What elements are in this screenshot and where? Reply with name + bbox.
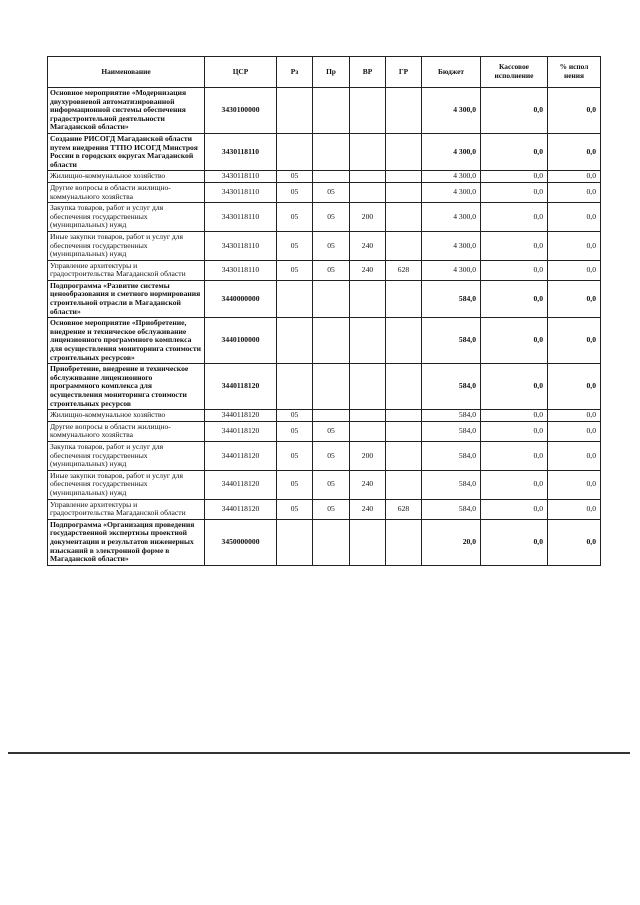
cell-gr: [386, 171, 422, 183]
cell-gr: [386, 203, 422, 232]
cell-pct: 0,0: [548, 519, 601, 565]
cell-gr: [386, 182, 422, 202]
cell-pct: 0,0: [548, 203, 601, 232]
header-budget: Бюджет: [422, 57, 481, 88]
cell-pct: 0,0: [548, 421, 601, 441]
cell-pr: [313, 280, 350, 317]
cell-pr: 05: [313, 203, 350, 232]
cell-budget: 4 300,0: [422, 203, 481, 232]
cell-name: Управление архитектуры и градостроительства Магаданской области: [48, 499, 205, 519]
cell-budget: 584,0: [422, 421, 481, 441]
cell-vr: [350, 519, 386, 565]
table-body: [48, 88, 601, 566]
cell-vr: 240: [350, 260, 386, 280]
cell-rz: 05: [277, 203, 313, 232]
cell-pr: 05: [313, 260, 350, 280]
cell-budget: 20,0: [422, 519, 481, 565]
cell-budget: 584,0: [422, 470, 481, 499]
cell-cash: 0,0: [481, 260, 548, 280]
table-row: [48, 182, 601, 202]
cell-pct: 0,0: [548, 88, 601, 134]
cell-csr: 3440118120: [205, 499, 277, 519]
cell-cash: 0,0: [481, 318, 548, 364]
cell-rz: [277, 88, 313, 134]
cell-vr: 240: [350, 470, 386, 499]
cell-csr: 3440118120: [205, 441, 277, 470]
cell-budget: 584,0: [422, 410, 481, 422]
cell-csr: 3450000000: [205, 519, 277, 565]
cell-gr: [386, 88, 422, 134]
cell-csr: 3440118120: [205, 410, 277, 422]
cell-rz: 05: [277, 182, 313, 202]
cell-pct: 0,0: [548, 182, 601, 202]
cell-gr: [386, 441, 422, 470]
cell-csr: 3430100000: [205, 88, 277, 134]
cell-cash: 0,0: [481, 88, 548, 134]
cell-gr: [386, 519, 422, 565]
cell-name: Основное мероприятие «Приобретение, внедрение и техническое обслуживание лицензионного программного комплекса для осуществления мониторинга стоимости строительных ресурсов»: [48, 318, 205, 364]
cell-rz: [277, 133, 313, 170]
cell-rz: [277, 519, 313, 565]
cell-budget: 584,0: [422, 280, 481, 317]
table-header-row: [48, 57, 601, 88]
cell-budget: 584,0: [422, 364, 481, 410]
cell-csr: 3430118110: [205, 260, 277, 280]
cell-csr: 3430118110: [205, 203, 277, 232]
cell-gr: 628: [386, 499, 422, 519]
cell-cash: 0,0: [481, 182, 548, 202]
page-bottom-rule: [8, 752, 630, 754]
cell-vr: [350, 88, 386, 134]
cell-gr: [386, 364, 422, 410]
cell-cash: 0,0: [481, 364, 548, 410]
cell-name: Подпрограмма «Организация проведения государственной экспертизы проектной документации и результатов инженерных изысканий в электронной форме в Магаданской области»: [48, 519, 205, 565]
cell-pr: [313, 133, 350, 170]
cell-budget: 584,0: [422, 318, 481, 364]
cell-cash: 0,0: [481, 133, 548, 170]
cell-rz: [277, 318, 313, 364]
cell-name: Приобретение, внедрение и техническое обслуживание лицензионного программного комплекса для осуществления мониторинга стоимости строительных ресурсов: [48, 364, 205, 410]
table-row: [48, 231, 601, 260]
cell-pr: [313, 318, 350, 364]
cell-vr: 240: [350, 231, 386, 260]
cell-budget: 584,0: [422, 441, 481, 470]
cell-gr: [386, 318, 422, 364]
table-row: [48, 421, 601, 441]
cell-pr: [313, 88, 350, 134]
cell-pr: 05: [313, 499, 350, 519]
cell-csr: 3440118120: [205, 364, 277, 410]
table-row: [48, 171, 601, 183]
header-pct: % испол нения: [548, 57, 601, 88]
cell-pr: 05: [313, 182, 350, 202]
cell-rz: 05: [277, 499, 313, 519]
table-row: [48, 88, 601, 134]
cell-name: Создание РИСОГД Магаданской области путем внедрения ТТПО ИСОГД Минстроя России в городских округах Магаданской области: [48, 133, 205, 170]
cell-rz: 05: [277, 421, 313, 441]
header-rz: Рз: [277, 57, 313, 88]
cell-budget: 4 300,0: [422, 260, 481, 280]
cell-cash: 0,0: [481, 421, 548, 441]
cell-cash: 0,0: [481, 470, 548, 499]
cell-pct: 0,0: [548, 364, 601, 410]
cell-name: Другие вопросы в области жилищно-коммунального хозяйства: [48, 421, 205, 441]
table-row: [48, 441, 601, 470]
cell-csr: 3430118110: [205, 182, 277, 202]
cell-name: Подпрограмма «Развитие системы ценообразования и сметного нормирования строительной отрасли в Магаданской области»: [48, 280, 205, 317]
cell-name: Основное мероприятие «Модернизация двухуровневой автоматизированной информационной системы обеспечения градостроительной деятельности Магаданской области»: [48, 88, 205, 134]
cell-vr: 200: [350, 203, 386, 232]
table-row: [48, 133, 601, 170]
cell-pct: 0,0: [548, 171, 601, 183]
table-row: [48, 260, 601, 280]
cell-pr: [313, 171, 350, 183]
cell-pr: 05: [313, 231, 350, 260]
cell-cash: 0,0: [481, 499, 548, 519]
cell-pct: 0,0: [548, 260, 601, 280]
budget-table: [47, 56, 601, 566]
cell-budget: 584,0: [422, 499, 481, 519]
header-csr: ЦСР: [205, 57, 277, 88]
cell-name: Управление архитектуры и градостроительства Магаданской области: [48, 260, 205, 280]
cell-pr: [313, 364, 350, 410]
cell-name: Иные закупки товаров, работ и услуг для обеспечения государственных (муниципальных) нужд: [48, 231, 205, 260]
cell-rz: 05: [277, 470, 313, 499]
cell-vr: [350, 364, 386, 410]
cell-cash: 0,0: [481, 410, 548, 422]
cell-budget: 4 300,0: [422, 182, 481, 202]
table-row: [48, 470, 601, 499]
cell-gr: [386, 470, 422, 499]
cell-vr: [350, 421, 386, 441]
cell-cash: 0,0: [481, 171, 548, 183]
cell-csr: 3430118110: [205, 133, 277, 170]
cell-vr: [350, 280, 386, 317]
header-cash: Кассовое исполнение: [481, 57, 548, 88]
cell-pct: 0,0: [548, 470, 601, 499]
cell-pct: 0,0: [548, 410, 601, 422]
cell-pct: 0,0: [548, 441, 601, 470]
cell-name: Закупка товаров, работ и услуг для обеспечения государственных (муниципальных) нужд: [48, 441, 205, 470]
cell-rz: [277, 364, 313, 410]
cell-vr: [350, 318, 386, 364]
cell-vr: 240: [350, 499, 386, 519]
table-row: [48, 410, 601, 422]
table-row: [48, 364, 601, 410]
cell-vr: [350, 182, 386, 202]
cell-vr: 200: [350, 441, 386, 470]
cell-rz: 05: [277, 171, 313, 183]
cell-gr: [386, 133, 422, 170]
cell-rz: 05: [277, 410, 313, 422]
table-row: [48, 318, 601, 364]
table-row: [48, 519, 601, 565]
header-vr: ВР: [350, 57, 386, 88]
cell-budget: 4 300,0: [422, 88, 481, 134]
cell-pr: 05: [313, 441, 350, 470]
cell-name: Иные закупки товаров, работ и услуг для обеспечения государственных (муниципальных) нужд: [48, 470, 205, 499]
cell-name: Другие вопросы в области жилищно-коммунального хозяйства: [48, 182, 205, 202]
cell-gr: [386, 280, 422, 317]
cell-pct: 0,0: [548, 133, 601, 170]
cell-csr: 3430118110: [205, 231, 277, 260]
cell-budget: 4 300,0: [422, 133, 481, 170]
cell-cash: 0,0: [481, 280, 548, 317]
cell-cash: 0,0: [481, 519, 548, 565]
cell-budget: 4 300,0: [422, 171, 481, 183]
cell-gr: 628: [386, 260, 422, 280]
cell-vr: [350, 410, 386, 422]
table-row: [48, 499, 601, 519]
cell-csr: 3440118120: [205, 421, 277, 441]
table-row: [48, 280, 601, 317]
cell-csr: 3440118120: [205, 470, 277, 499]
cell-rz: [277, 280, 313, 317]
cell-vr: [350, 171, 386, 183]
cell-rz: 05: [277, 260, 313, 280]
cell-cash: 0,0: [481, 231, 548, 260]
cell-vr: [350, 133, 386, 170]
cell-cash: 0,0: [481, 441, 548, 470]
cell-pr: [313, 519, 350, 565]
cell-csr: 3430118110: [205, 171, 277, 183]
cell-gr: [386, 231, 422, 260]
header-pr: Пр: [313, 57, 350, 88]
cell-rz: 05: [277, 441, 313, 470]
cell-rz: 05: [277, 231, 313, 260]
cell-name: Жилищно-коммунальное хозяйство: [48, 171, 205, 183]
cell-pr: 05: [313, 470, 350, 499]
cell-pr: [313, 410, 350, 422]
cell-pct: 0,0: [548, 318, 601, 364]
header-gr: ГР: [386, 57, 422, 88]
cell-budget: 4 300,0: [422, 231, 481, 260]
cell-cash: 0,0: [481, 203, 548, 232]
header-name: Наименование: [48, 57, 205, 88]
cell-csr: 3440000000: [205, 280, 277, 317]
cell-pr: 05: [313, 421, 350, 441]
cell-name: Закупка товаров, работ и услуг для обеспечения государственных (муниципальных) нужд: [48, 203, 205, 232]
cell-gr: [386, 421, 422, 441]
cell-csr: 3440100000: [205, 318, 277, 364]
cell-pct: 0,0: [548, 280, 601, 317]
table-row: [48, 203, 601, 232]
cell-pct: 0,0: [548, 499, 601, 519]
cell-pct: 0,0: [548, 231, 601, 260]
cell-name: Жилищно-коммунальное хозяйство: [48, 410, 205, 422]
cell-gr: [386, 410, 422, 422]
